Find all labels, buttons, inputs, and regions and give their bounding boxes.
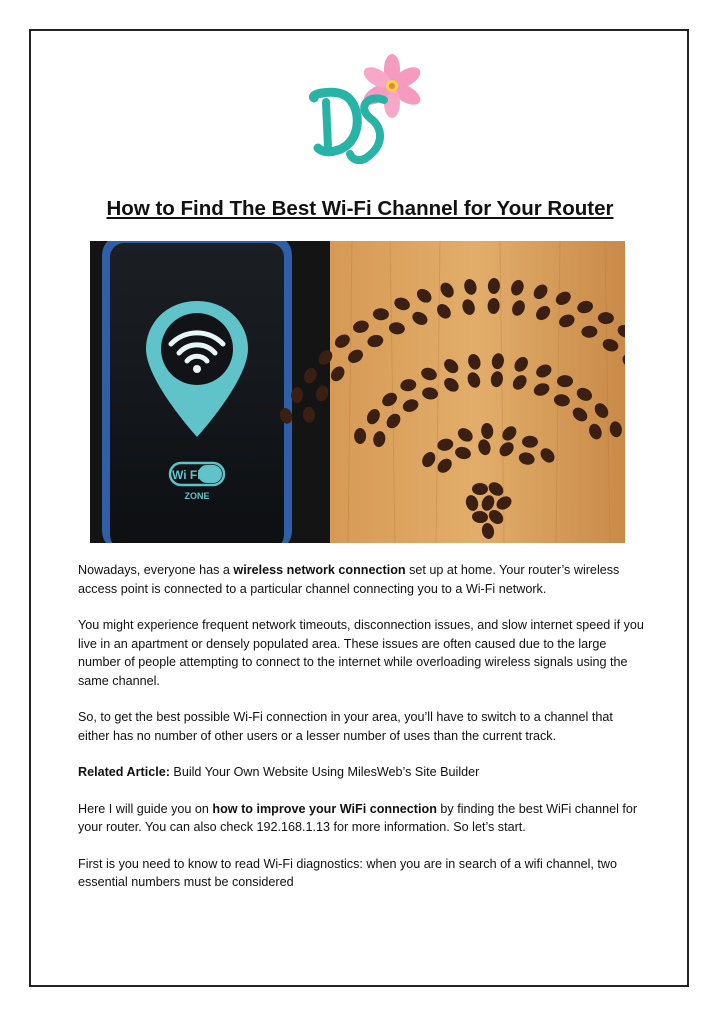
coffee-bean	[354, 428, 366, 444]
paragraph-guide: Here I will guide you on how to improve your WiFi connection by finding the best WiFi channel for your router. You can also check 192.168.1.13 for more information. So let’s start.	[78, 801, 638, 834]
bold-wireless-network-connection: wireless network connection	[233, 563, 406, 577]
paragraph-diagnostics: First is you need to know to read Wi-Fi diagnostics: when you are in search of a wifi channel, two essential numbers must be considered	[78, 856, 617, 889]
coffee-bean	[522, 436, 538, 448]
wifi-coffee-beans-image	[90, 241, 625, 543]
paragraph-switch-channel: So, to get the best possible Wi-Fi connection in your area, you’ll have to switch to a channel that either has no number of other users or a lesser number of uses than the current track.	[78, 710, 613, 743]
related-article-link[interactable]: Build Your Own Website Using MilesWeb’s Site Builder	[169, 765, 480, 779]
paragraph-problems: You might experience frequent network timeouts, disconnection issues, and slow internet speed if you live in an apartment or densely populated area. These issues are often caused due to the large number of people attempting to connect to the internet while overloading wireless signals using the same channel.	[78, 618, 644, 688]
article-body	[78, 561, 646, 910]
wifi-badge-label: Wi Fi	[172, 468, 201, 482]
bold-improve-wifi: how to improve your WiFi connection	[212, 801, 437, 816]
paragraph-related-article	[78, 763, 646, 782]
zone-badge-label: ZONE	[184, 491, 210, 501]
coffee-bean	[472, 483, 488, 495]
ds-flower-logo	[300, 54, 430, 174]
page-title: How to Find The Best Wi-Fi Channel for Your Router	[106, 197, 614, 220]
coffee-bean	[557, 375, 573, 387]
related-article-label: Related Article:	[78, 765, 170, 779]
paragraph-intro: Nowadays, everyone has a wireless network connection set up at home. Your router’s wireless access point is connected to a particular channel connecting you to a Wi-Fi network.	[78, 563, 620, 596]
